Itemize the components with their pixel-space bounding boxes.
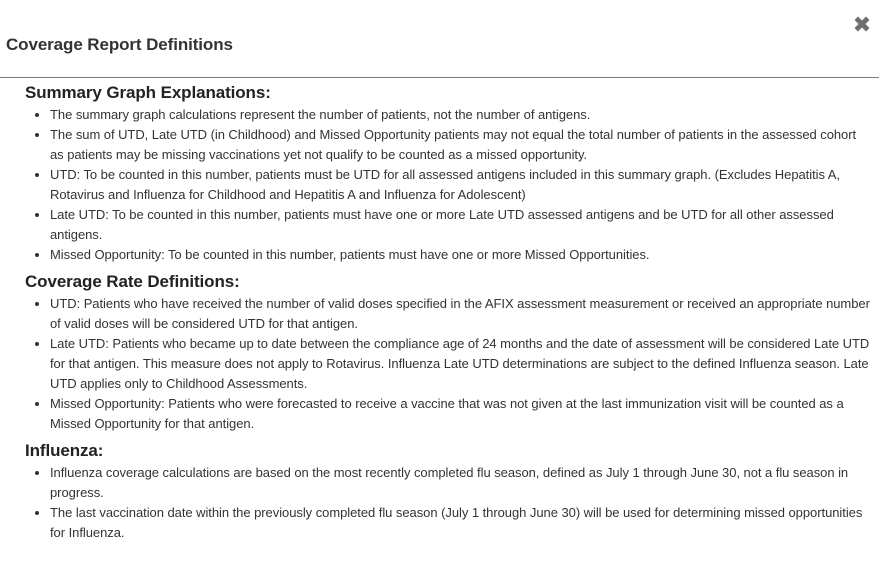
list-item: • UTD: Patients who have received the number of valid doses specified in the AFIX assessment measurement or received an appropriate number of valid doses will be considered UTD for that antigen. [50,294,871,334]
section-summary-graph [25,83,871,265]
section-heading: Summary Graph Explanations: [25,83,271,102]
list-item: • The summary graph calculations represent the number of patients, not the number of antigens. [50,105,871,125]
list-item: • The last vaccination date within the previously completed flu season (July 1 through June 30) will be used for determining missed opportunities for Influenza. [50,503,871,543]
modal-body [0,78,879,543]
definition-list [25,105,871,265]
section-influenza [25,441,871,543]
list-item: • Missed Opportunity: Patients who were forecasted to receive a vaccine that was not given at the last immunization visit will be counted as a Missed Opportunity for that antigen. [50,394,871,434]
list-item: • The sum of UTD, Late UTD (in Childhood) and Missed Opportunity patients may not equal the total number of patients in the assessed cohort as patients may be missing vaccinations yet not qualify to be counted as a missed opportunity. [50,125,871,165]
list-item: • Late UTD: Patients who became up to date between the compliance age of 24 months and the date of assessment will be considered Late UTD for that antigen. This measure does not apply to Rotavirus. Influenza Late UTD determinations are subject to the defined Influenza season. Late UTD applies only to Childhood Assessments. [50,334,871,394]
list-item: • Missed Opportunity: To be counted in this number, patients must have one or more Missed Opportunities. [50,245,871,265]
modal-header [0,0,879,78]
section-heading: Influenza: [25,441,104,460]
definition-list [25,463,871,543]
modal-title: Coverage Report Definitions [6,35,233,54]
list-item: • Late UTD: To be counted in this number, patients must have one or more Late UTD assessed antigens and be UTD for all other assessed antigens. [50,205,871,245]
list-item: • Influenza coverage calculations are based on the most recently completed flu season, defined as July 1 through June 30, not a flu season in progress. [50,463,871,503]
close-button[interactable] [851,13,873,35]
list-item: • UTD: To be counted in this number, patients must be UTD for all assessed antigens included in this summary graph. (Excludes Hepatitis A, Rotavirus and Influenza for Childhood and Hepatitis A and Influenza for Adolescent) [50,165,871,205]
section-coverage-rate [25,272,871,434]
close-icon [851,13,873,35]
definition-list [25,294,871,434]
section-heading: Coverage Rate Definitions: [25,272,240,291]
